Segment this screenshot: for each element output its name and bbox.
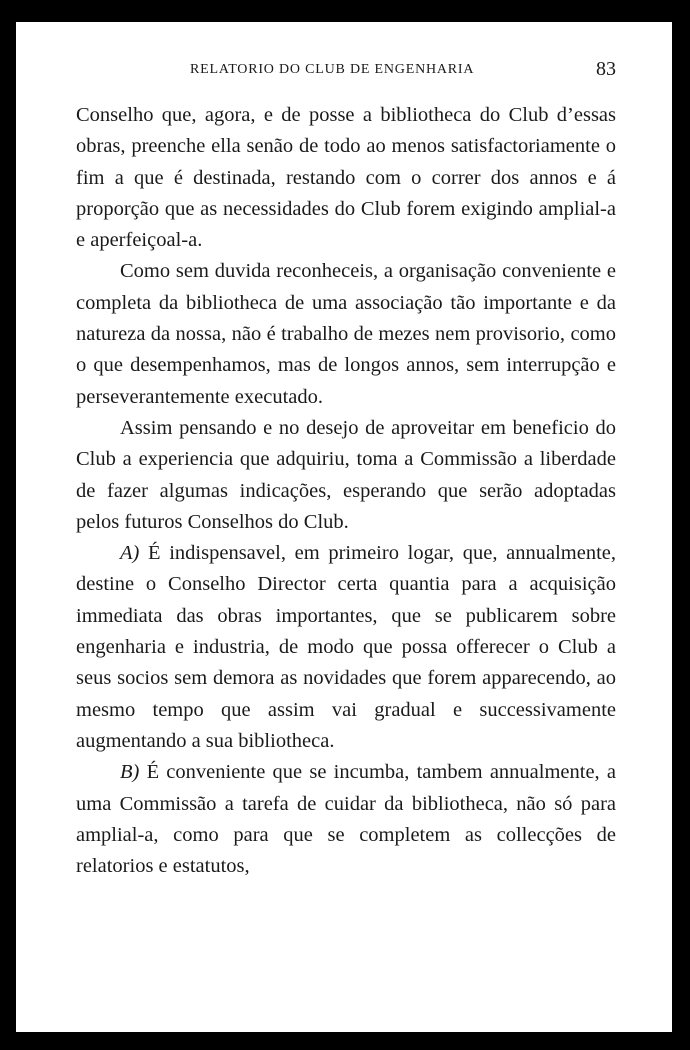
- paragraph-continuation: [76, 100, 616, 256]
- paragraph-text: Assim pensando e no desejo de aproveitar em beneficio do Club a experiencia que adquiriu, toma a Commissão a liberdade de fazer algumas indicações, esperando que serão adoptadas pelos futuros Conselhos do Club.: [76, 416, 616, 533]
- body-text: [76, 100, 616, 882]
- page-number: 83: [596, 58, 616, 80]
- running-header: [76, 58, 616, 84]
- paragraph-text: Como sem duvida reconheceis, a organisação conveniente e completa da bibliotheca de uma associação tão importante e da natureza da nossa, não é trabalho de mezes nem provisorio, como o que desempenhamos, mas de longos annos, sem interrupção e perseverantemente executado.: [76, 260, 616, 408]
- book-page: [16, 22, 672, 1032]
- item-marker: A): [120, 542, 140, 565]
- item-marker: B): [120, 761, 140, 784]
- paragraph-text: É indispensavel, em primeiro logar, que, annualmente, destine o Conselho Director certa quantia para a acquisição immediata das obras importantes, que se publicarem sobre engenharia e industria, de modo que possa offerecer o Club a seus socios sem demora as novidades que forem apparecendo, ao mesmo tempo que assim vai gradual e successivamente augmentando a sua bibliotheca.: [76, 542, 616, 752]
- paragraph-item-b: [76, 757, 616, 882]
- paragraph-item-a: [76, 538, 616, 757]
- paragraph-text: É conveniente que se incumba, tambem annualmente, a uma Commissão a tarefa de cuidar da bibliotheca, não só para amplial-a, como para que se completem as collecções de relatorios e estatutos,: [76, 761, 616, 878]
- paragraph: [76, 256, 616, 412]
- running-title: RELATORIO DO CLUB DE ENGENHARIA: [190, 62, 475, 77]
- paragraph-text: Conselho que, agora, e de posse a bibliotheca do Club d’essas obras, preenche ella senão de todo ao menos satisfactoriamente o fim a que é destinada, restando com o correr dos annos e á proporção que as necessidades do Club forem exigindo amplial-a e aperfeiçoal-a.: [76, 104, 616, 252]
- paragraph: [76, 413, 616, 538]
